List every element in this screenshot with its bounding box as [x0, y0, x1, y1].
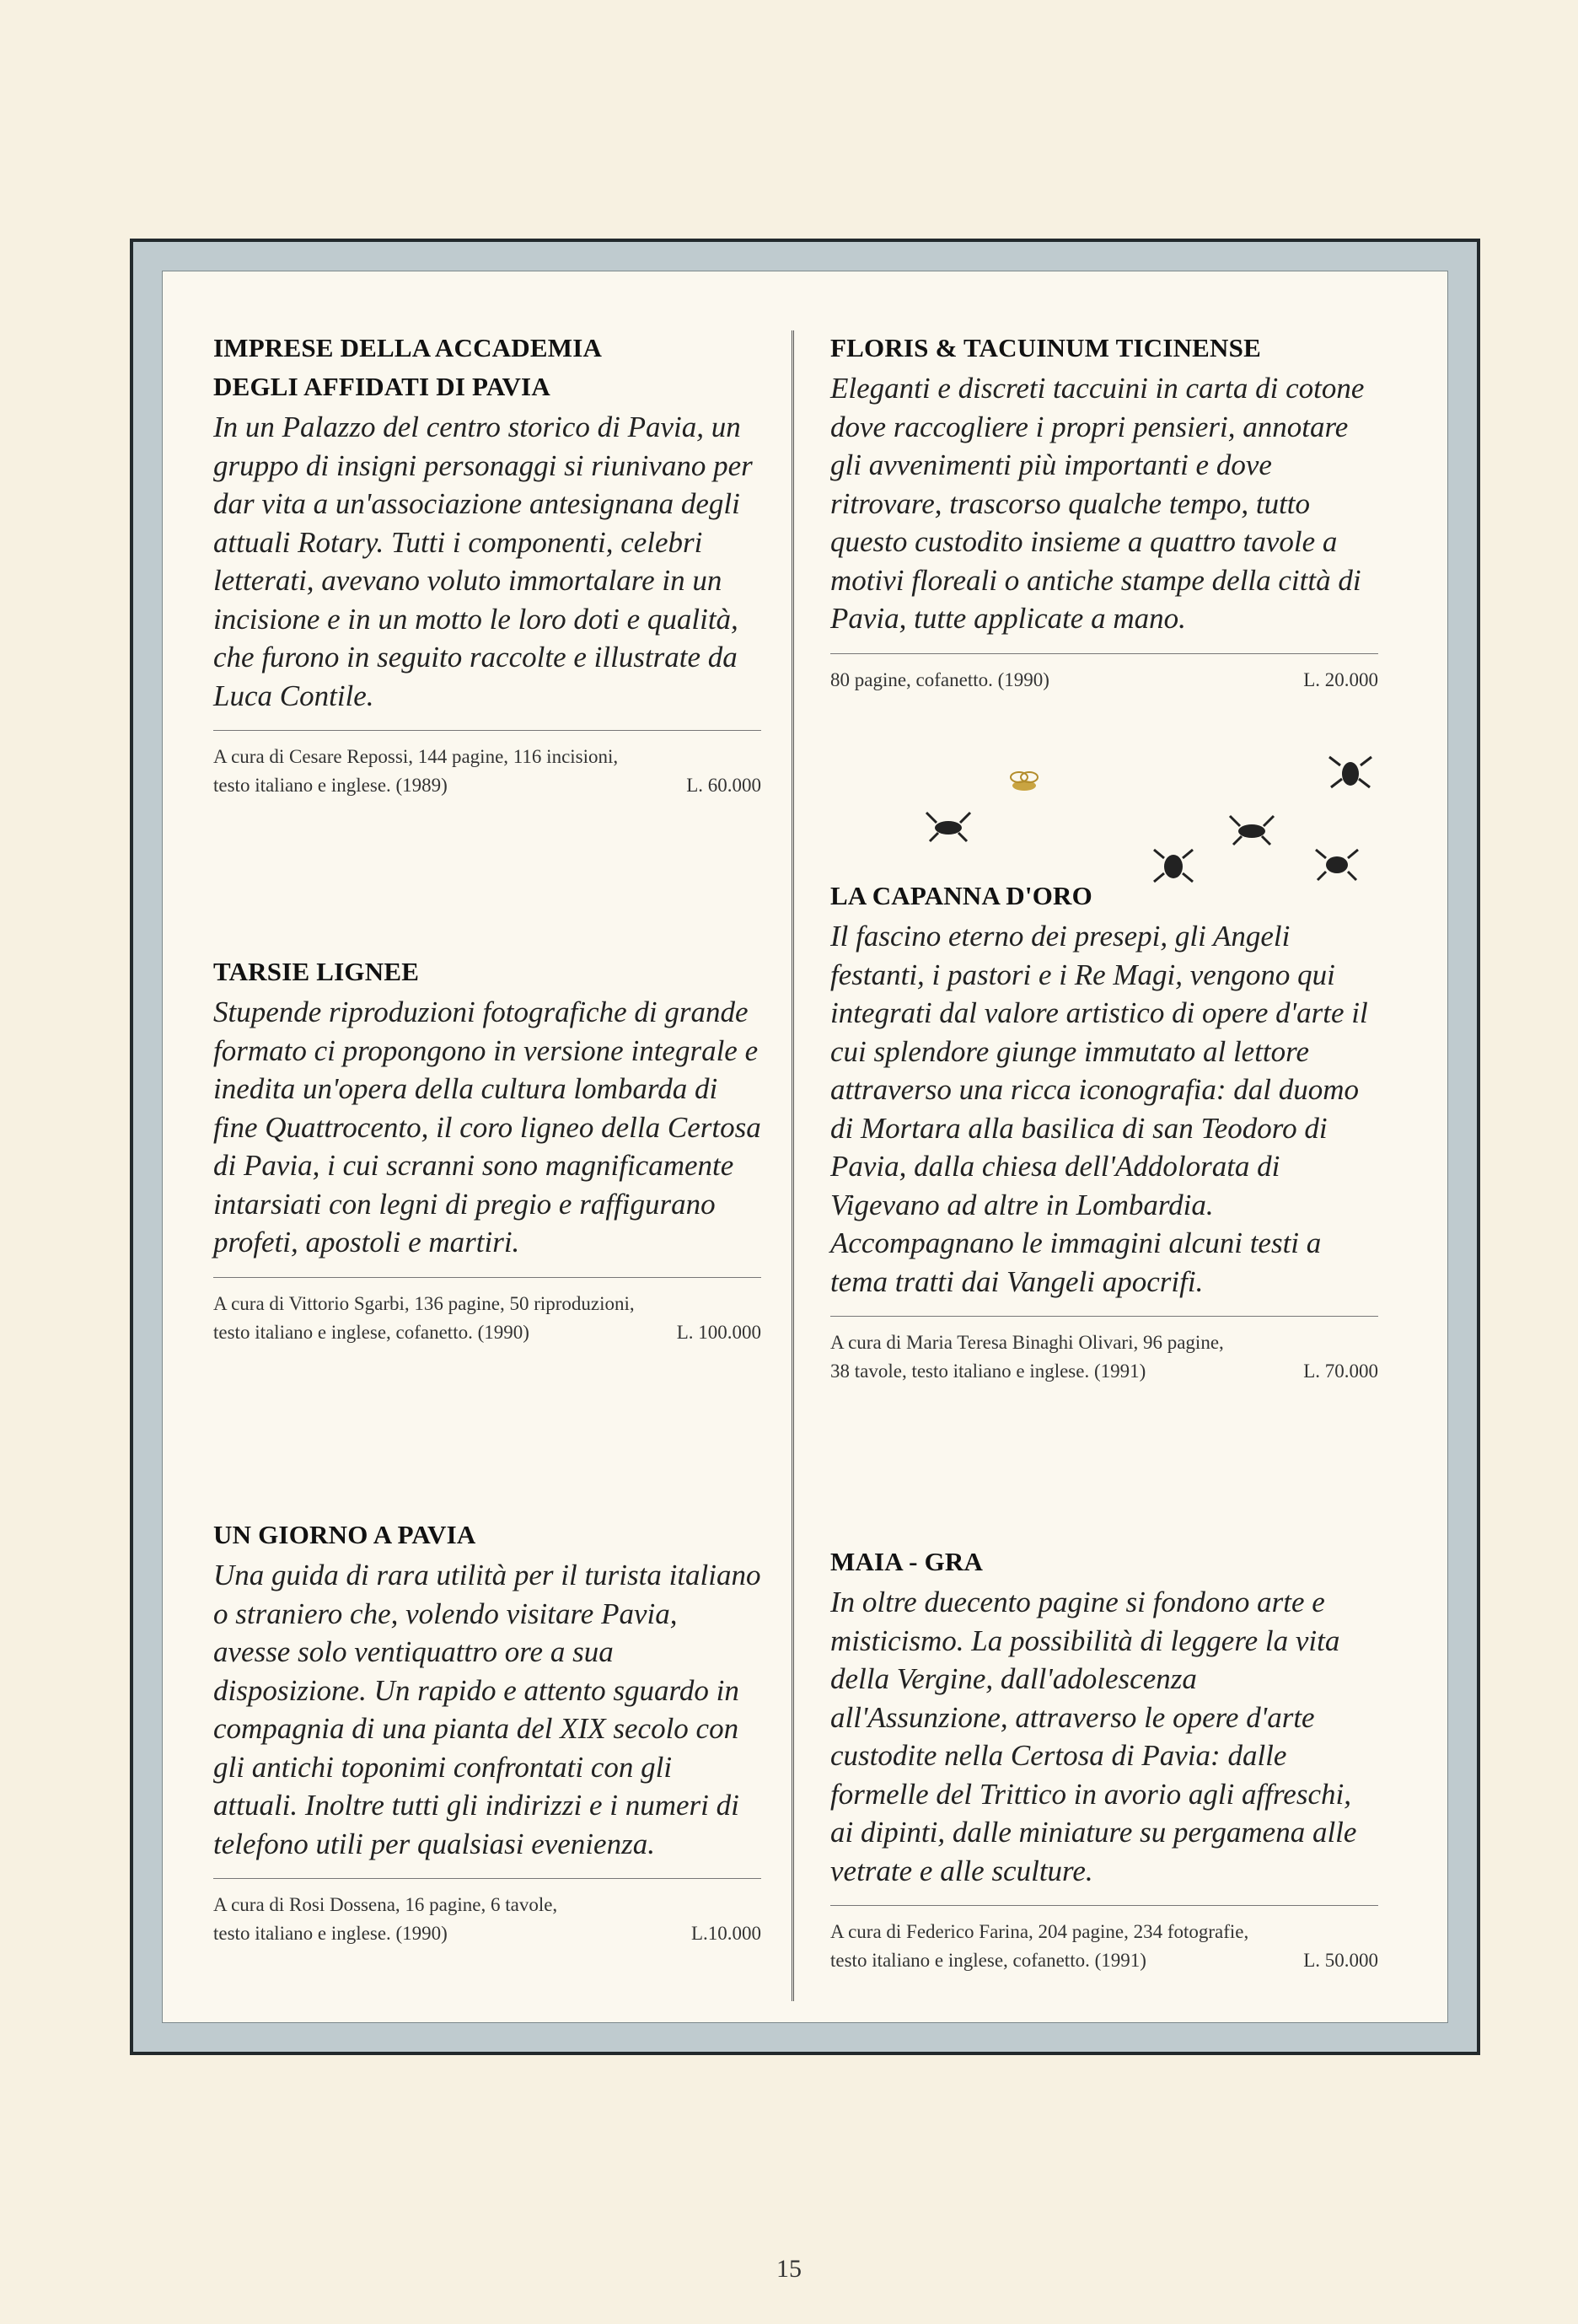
entry-capanna — [830, 877, 1378, 1386]
entry-rule — [213, 1277, 761, 1278]
entry-meta — [830, 666, 1378, 695]
catalog-frame — [130, 239, 1480, 2055]
entry-title: MAIA - GRA — [830, 1547, 984, 1576]
entry-rule — [830, 1316, 1378, 1317]
insect-decoration — [830, 750, 1378, 885]
entry-title: FLORIS & TACUINUM TICINENSE — [830, 333, 1261, 362]
fly-icon — [923, 808, 974, 845]
entry-price: L. 70.000 — [1303, 1361, 1378, 1382]
entry-title-line: IMPRESE DELLA ACCADEMIA — [213, 333, 603, 362]
entry-title — [213, 329, 761, 406]
column-divider — [792, 330, 794, 2001]
fly-icon — [1328, 750, 1373, 792]
entry-giorno — [213, 1516, 761, 1948]
entry-price: L. 50.000 — [1303, 1950, 1378, 1971]
entry-meta-line: A cura di Maria Teresa Binaghi Olivari, 96 pagine, — [830, 1332, 1224, 1353]
entry-price: L. 100.000 — [676, 1321, 761, 1343]
entry-rule — [213, 1878, 761, 1879]
entry-price: L. 60.000 — [686, 775, 761, 796]
entry-meta — [213, 1290, 761, 1347]
entry-description: In oltre duecento pagine si fondono arte e misticismo. La possibilità di leggere la vita della Vergine, dall'adolescenza all'Assunzione, attraverso le opere d'arte custodite nella Certosa di Pavia: dalle formelle del Trittico in avorio agli affreschi, ai dipinti, dalle miniature su pergamena alle vetrate e alle sculture. — [830, 1586, 1357, 1887]
entry-rule — [830, 1905, 1378, 1906]
entry-meta-line: testo italiano e inglese. (1990) — [213, 1923, 448, 1944]
bee-icon — [999, 767, 1049, 801]
entry-meta-line: A cura di Federico Farina, 204 pagine, 234 fotografie, — [830, 1921, 1249, 1942]
entry-meta — [830, 1328, 1378, 1386]
entry-title: UN GIORNO A PAVIA — [213, 1520, 476, 1549]
entry-meta-line: 80 pagine, cofanetto. (1990) — [830, 668, 1049, 690]
entry-description: Eleganti e discreti taccuini in carta di cotone dove raccogliere i propri pensieri, annotare gli avvenimenti più importanti e dove ritrovare, trascorso qualche tempo, tutto questo custodito insieme a quattro tavole a motivi floreali o antiche stampe della città di Pavia, tutte applicate a mano. — [830, 372, 1365, 635]
entry-tarsie — [213, 953, 761, 1347]
catalog-panel — [162, 271, 1448, 2023]
entry-price: L. 20.000 — [1303, 668, 1378, 690]
entry-title: TARSIE LIGNEE — [213, 957, 420, 986]
entry-description: Una guida di rara utilità per il turista italiano o straniero che, volendo visitare Pavia, avesse solo ventiquattro ore a sua disposizione. Un rapido e attento sguardo in compagnia di una pianta del XIX secolo con gli antichi toponimi confrontati con gli attuali. Inoltre tutti gli indirizzi e i numeri di telefono utili per qualsiasi evenienza. — [213, 1559, 761, 1860]
entry-title: LA CAPANNA D'ORO — [830, 881, 1092, 910]
page-number: 15 — [776, 2255, 802, 2283]
fly-icon — [1226, 811, 1277, 848]
entry-floris — [830, 329, 1378, 695]
entry-meta-line: A cura di Cesare Repossi, 144 pagine, 116 incisioni, — [213, 746, 619, 767]
entry-meta-line: 38 tavole, testo italiano e inglese. (1991) — [830, 1361, 1146, 1382]
entry-meta-line: testo italiano e inglese, cofanetto. (1991) — [830, 1950, 1146, 1971]
entry-meta — [213, 1891, 761, 1948]
entry-description: In un Palazzo del centro storico di Pavia, un gruppo di insigni personaggi si riunivano per dar vita a un'associazione antesignana degli attuali Rotary. Tutti i componenti, celebri letterati, avevano voluto immortalare in un incisione e in un motto le loro doti e qualità, che furono in seguito raccolte e illustrate da Luca Contile. — [213, 411, 753, 712]
entry-meta-line: testo italiano e inglese. (1989) — [213, 775, 448, 796]
entry-meta-line: A cura di Vittorio Sgarbi, 136 pagine, 50 riproduzioni, — [213, 1292, 635, 1314]
entry-meta — [213, 743, 761, 800]
entry-rule — [830, 653, 1378, 654]
entry-title-line: DEGLI AFFIDATI DI PAVIA — [213, 372, 550, 401]
entry-meta-line: A cura di Rosi Dossena, 16 pagine, 6 tavole, — [213, 1894, 558, 1915]
entry-meta — [830, 1918, 1378, 1975]
entry-meta-line: testo italiano e inglese, cofanetto. (1990) — [213, 1321, 529, 1343]
entry-description: Il fascino eterno dei presepi, gli Angeli festanti, i pastori e i Re Magi, vengono qui integrati dal valore artistico di opere d'arte il cui splendore giunge immutato al lettore attraverso una ricca iconografia: dal duomo di Mortara alla basilica di san Teodoro di Pavia, dalla chiesa dell'Addolorata di Vigevano ad altre in Lombardia. Accompagnano le immagini alcuni testi a tema tratti dai Vangeli apocrifi. — [830, 920, 1368, 1298]
entry-imprese — [213, 329, 761, 800]
entry-description: Stupende riproduzioni fotografiche di grande formato ci propongono in versione integrale e inedita un'opera della cultura lombarda di fine Quattrocento, il coro ligneo della Certosa di Pavia, i cui scranni sono magnificamente intarsiati con legni di pregio e raffigurano profeti, apostoli e martiri. — [213, 996, 761, 1259]
entry-maia — [830, 1543, 1378, 1975]
entry-rule — [213, 730, 761, 731]
entry-price: L.10.000 — [690, 1923, 761, 1944]
